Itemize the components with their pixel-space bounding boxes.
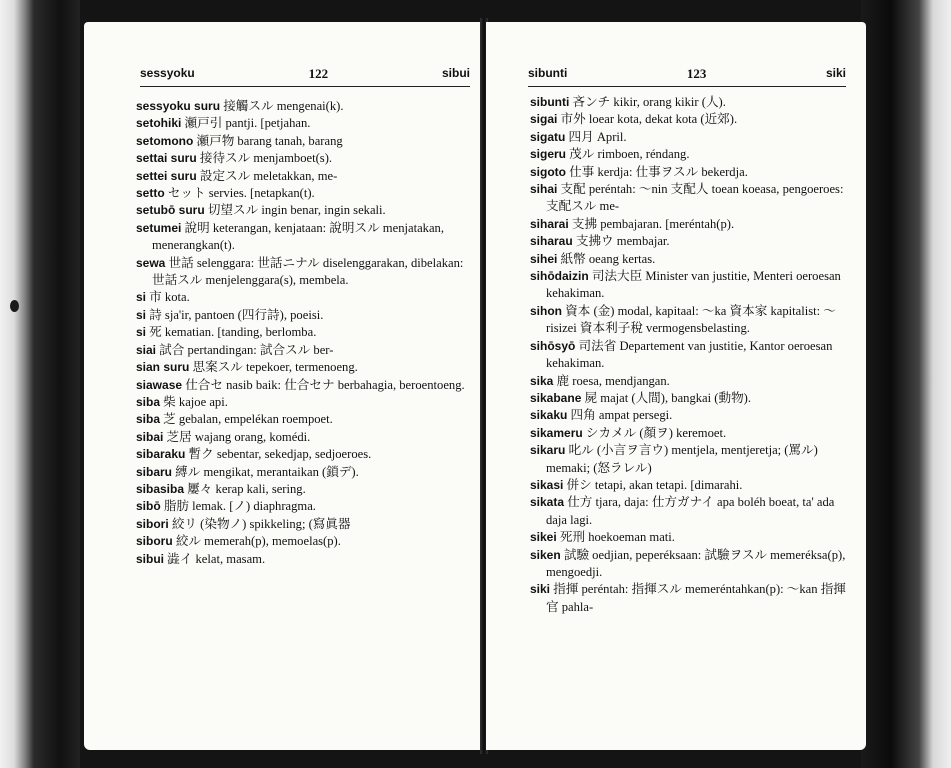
entry-headword: si [136, 290, 147, 305]
entry-definition: 絞ル memerah(p), memoelas(p). [175, 534, 341, 549]
dictionary-entry [530, 407, 852, 424]
entry-definition: 仕事 kerdja: 仕事ヲスル bekerdja. [569, 164, 748, 179]
entry-definition: 鹿 roesa, mendjangan. [556, 373, 670, 388]
entry-definition: 叱ル (小言ヲ言ウ) mentjela, mentjeretja; (罵ル) memaki; (怒ラレル) [546, 443, 818, 475]
dictionary-entry [136, 394, 472, 411]
left-header-last-word: sibui [441, 66, 470, 80]
entry-headword: siharau [530, 234, 573, 249]
dictionary-entry [530, 268, 852, 303]
entry-definition: 詩 sja'ir, pantoen (四行詩), poeisi. [149, 307, 324, 322]
dictionary-entry [136, 516, 472, 533]
right-entry-list [530, 94, 852, 616]
ink-mark [10, 300, 19, 312]
dictionary-entry [530, 547, 852, 582]
entry-headword: sibui [136, 551, 165, 566]
entry-headword: siharai [530, 216, 569, 231]
entry-headword: sigai [530, 112, 558, 127]
entry-definition: 併シ tetapi, akan tetapi. [dimarahi. [566, 477, 743, 492]
entry-headword: sessyoku suru [136, 99, 221, 113]
dictionary-entry [530, 373, 852, 390]
entry-headword: setumei [136, 220, 182, 235]
dictionary-entry [530, 390, 852, 407]
entry-definition: 資本 (金) modal, kapitaal: ～ka 資本家 kapitalist: ～risizei 資本利子稅 vermogensbelasting. [546, 303, 836, 336]
book-edge-left [0, 0, 80, 768]
right-header-last-word: siki [825, 66, 846, 80]
dictionary-entry [530, 111, 852, 128]
entry-headword: siba [136, 394, 161, 409]
entry-definition: 柴 kajoe api. [163, 394, 228, 409]
entry-definition: 芝居 wajang orang, komédi. [166, 429, 311, 444]
entry-headword: siai [136, 342, 157, 357]
left-header-first-word: sessyoku [140, 66, 195, 80]
left-page-header [140, 66, 470, 87]
entry-headword: sibasiba [136, 481, 185, 496]
dictionary-entry [136, 342, 472, 359]
entry-headword: sian suru [136, 360, 190, 375]
dictionary-entry [136, 255, 472, 290]
entry-definition: 市 kota. [149, 290, 190, 305]
dictionary-entry [530, 233, 852, 250]
entry-headword: si [136, 325, 147, 340]
entry-headword: sihai [530, 182, 558, 197]
entry-headword: sibai [136, 429, 164, 444]
entry-definition: 市外 loear kota, dekat kota (近郊). [560, 112, 738, 127]
entry-headword: si [136, 307, 147, 322]
entry-definition: 脂肪 lemak. [ノ) diaphragma. [163, 499, 316, 514]
entry-headword: sihei [530, 251, 558, 266]
dictionary-entry [530, 425, 852, 442]
left-page-number: 122 [308, 66, 329, 81]
entry-definition: シカメル (顏ヲ) keremoet. [585, 425, 727, 440]
right-header-first-word: sibunti [528, 66, 568, 80]
dictionary-entry [136, 377, 472, 394]
dictionary-entry [530, 181, 852, 216]
dictionary-entry [530, 303, 852, 338]
entry-headword: setohiki [136, 116, 182, 131]
dictionary-entry [530, 94, 852, 111]
entry-headword: sikaku [530, 408, 568, 423]
dictionary-entry [136, 307, 472, 324]
entry-definition: 芝 gebalan, empelékan roempoet. [163, 412, 333, 427]
entry-headword: sigeru [530, 147, 567, 162]
entry-headword: sikaru [530, 443, 566, 458]
entry-definition: 四角 ampat persegi. [570, 408, 673, 423]
entry-definition: 世話 selenggara: 世話ニナル diselenggarakan, dibelakan: 世話スル menjelenggara(s), membela. [152, 255, 464, 288]
dictionary-entry [136, 359, 472, 376]
entry-headword: sibori [136, 516, 169, 531]
entry-definition: 仕方 tjara, daja: 仕方ガナイ apa boléh boeat, ta' ada daja lagi. [546, 495, 835, 527]
entry-headword: sikasi [530, 477, 564, 492]
entry-headword: siken [530, 547, 561, 562]
entry-headword: sibunti [530, 95, 570, 109]
entry-headword: sikameru [530, 425, 583, 440]
dictionary-entry [136, 133, 472, 150]
dictionary-entry [530, 338, 852, 373]
entry-definition: 瀬戸引 pantji. [petjahan. [184, 116, 311, 131]
entry-definition: 支配 peréntah: ～nin 支配人 toean koeasa, pengoeroes: 支配スル me- [546, 182, 844, 214]
dictionary-entry [530, 477, 852, 494]
dictionary-entry [530, 494, 852, 529]
entry-definition: 試驗 oedjian, peperéksaan: 試驗ヲスル memeréksa(p), mengoedji. [546, 547, 846, 579]
entry-definition: 支拂 pembajaran. [meréntah(p). [571, 216, 735, 231]
dictionary-entry [136, 464, 472, 481]
dictionary-entry [136, 481, 472, 498]
book-edge-right [861, 0, 951, 768]
entry-definition: 切望スル ingin benar, ingin sekali. [207, 203, 386, 218]
entry-headword: setto [136, 186, 165, 201]
dictionary-entry [530, 164, 852, 181]
entry-definition: 茂ル rimboen, réndang. [569, 147, 690, 162]
entry-headword: sihōsyō [530, 338, 576, 353]
entry-definition: 瀬戸物 barang tanah, barang [196, 133, 343, 148]
dictionary-entry [136, 289, 472, 306]
entry-headword: siki [530, 582, 551, 597]
dictionary-entry [530, 146, 852, 163]
entry-headword: setomono [136, 133, 194, 148]
dictionary-entry [136, 185, 472, 202]
dictionary-entry [530, 216, 852, 233]
entry-definition: 設定スル meletakkan, me- [199, 168, 338, 183]
entry-definition: 司法大臣 Minister van justitie, Menteri oeroesan kehakiman. [546, 269, 841, 301]
entry-definition: 四月 April. [568, 129, 627, 144]
right-page [486, 22, 866, 750]
entry-definition: 吝ンチ kikir, orang kikir (人). [572, 95, 726, 109]
right-page-number: 123 [686, 66, 707, 81]
entry-definition: 接觸スル mengenai(k). [223, 99, 344, 113]
dictionary-entry [136, 411, 472, 428]
entry-definition: 死刑 hoekoeman mati. [559, 530, 675, 545]
dictionary-entry [530, 251, 852, 268]
entry-headword: sibaru [136, 464, 173, 479]
entry-headword: settai suru [136, 151, 197, 166]
entry-headword: setubō suru [136, 203, 205, 218]
entry-definition: 暫ク sebentar, sekedjap, sedjoeroes. [188, 447, 372, 462]
entry-definition: 縛ル mengikat, merantaikan (鎖デ). [175, 464, 359, 479]
entry-headword: sikabane [530, 390, 582, 405]
dictionary-entry [136, 533, 472, 550]
dictionary-entry [136, 220, 472, 255]
dictionary-entry [136, 551, 472, 568]
entry-headword: siboru [136, 534, 173, 549]
entry-headword: sigoto [530, 164, 566, 179]
entry-definition: 思案スル tepekoer, termenoeng. [192, 360, 358, 375]
dictionary-entry [136, 150, 472, 167]
entry-headword: settei suru [136, 168, 197, 183]
dictionary-entry [530, 581, 852, 616]
entry-definition: 死 kematian. [tanding, berlomba. [149, 325, 317, 340]
dictionary-entry [136, 429, 472, 446]
entry-definition: セット servies. [netapkan(t). [167, 186, 315, 201]
entry-definition: 說明 keterangan, kenjataan: 說明スル menjatakan, menerangkan(t). [152, 220, 444, 253]
entry-definition: 絞リ (染物ノ) spikkeling; (寫眞器 [171, 516, 351, 531]
entry-headword: sigatu [530, 129, 566, 144]
entry-headword: sibaraku [136, 447, 186, 462]
entry-definition: 指揮 peréntah: 指揮スル memeréntahkan(p): ～kan 指揮官 pahla- [546, 582, 846, 614]
entry-definition: 屍 majat (人間), bangkai (動物). [584, 390, 752, 405]
entry-definition: 試合 pertandingan: 試合スル ber- [159, 342, 334, 357]
entry-definition: 澁イ kelat, masam. [167, 551, 266, 566]
entry-definition: 司法省 Departement van justitie, Kantor oeroesan kehakiman. [546, 338, 833, 371]
entry-headword: sika [530, 373, 554, 388]
entry-definition: 接待スル menjamboet(s). [199, 151, 333, 166]
entry-headword: sibō [136, 499, 161, 514]
entry-headword: sihōdaizin [530, 269, 589, 284]
dictionary-entry [136, 446, 472, 463]
entry-headword: sewa [136, 255, 166, 270]
dictionary-entry [136, 498, 472, 515]
left-page [84, 22, 482, 750]
dictionary-entry [136, 98, 472, 115]
entry-definition: 仕合セ nasib baik: 仕合セナ berbahagia, beroentoeng. [185, 377, 465, 392]
entry-headword: siba [136, 412, 161, 427]
dictionary-entry [136, 202, 472, 219]
dictionary-entry [530, 529, 852, 546]
entry-headword: sikata [530, 495, 565, 510]
entry-definition: 屢々 kerap kali, sering. [187, 481, 306, 496]
entry-headword: sikei [530, 530, 557, 545]
left-entry-list [136, 98, 472, 568]
entry-headword: siawase [136, 377, 183, 392]
dictionary-entry [136, 324, 472, 341]
entry-definition: 紙幣 oeang kertas. [560, 251, 656, 266]
dictionary-entry [136, 115, 472, 132]
dictionary-entry [530, 442, 852, 477]
entry-headword: sihon [530, 303, 562, 318]
entry-definition: 支拂ウ membajar. [575, 234, 670, 249]
dictionary-entry [530, 129, 852, 146]
right-page-header [528, 66, 846, 87]
dictionary-entry [136, 168, 472, 185]
